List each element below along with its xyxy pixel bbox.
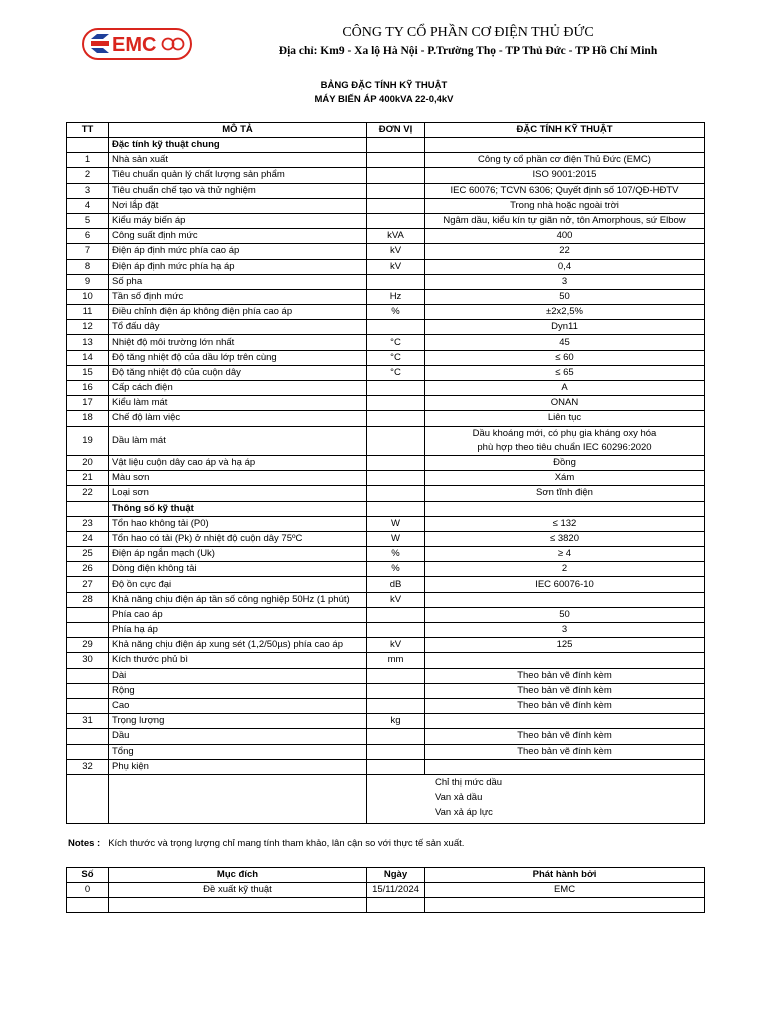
document-title: BẢNG ĐẶC TÍNH KỸ THUẬT bbox=[320, 80, 448, 91]
cell-description: Phía hạ áp bbox=[109, 623, 367, 638]
cell-unit bbox=[367, 729, 425, 744]
table-row bbox=[67, 153, 705, 168]
cell-spec: ±2x2,5% bbox=[425, 305, 705, 320]
table-row bbox=[67, 350, 705, 365]
cell-description: Khả năng chịu điện áp xung sét (1,2/50µs) phía cao áp bbox=[109, 638, 367, 653]
table-row bbox=[67, 486, 705, 501]
cell-unit bbox=[367, 683, 425, 698]
table-row bbox=[67, 592, 705, 607]
cell-spec: Công ty cổ phần cơ điện Thủ Đức (EMC) bbox=[425, 153, 705, 168]
cell-spec: Đồng bbox=[425, 455, 705, 470]
cell-unit: °C bbox=[367, 365, 425, 380]
cell-unit bbox=[367, 198, 425, 213]
cell-unit: °C bbox=[367, 335, 425, 350]
table-row bbox=[67, 653, 705, 668]
cell-tt: 16 bbox=[67, 381, 109, 396]
revision-row bbox=[67, 898, 705, 913]
cell-spec: Dầu khoáng mới, có phụ gia kháng oxy hóa bbox=[425, 426, 705, 441]
table-row bbox=[67, 411, 705, 426]
table-row bbox=[67, 229, 705, 244]
table-row bbox=[67, 381, 705, 396]
cell-tt: 2 bbox=[67, 168, 109, 183]
accessory-item: Chỉ thị mức dầu bbox=[435, 776, 503, 788]
cell-unit bbox=[367, 168, 425, 183]
company-address: Địa chỉ: Km9 - Xa lộ Hà Nội - P.Trường Thọ - TP Thủ Đức - TP Hồ Chí Minh bbox=[278, 45, 658, 57]
cell-spec: Theo bản vẽ đính kèm bbox=[425, 668, 705, 683]
cell-unit bbox=[367, 668, 425, 683]
cell-description: Tổn hao không tải (P0) bbox=[109, 516, 367, 531]
cell-spec: ONAN bbox=[425, 396, 705, 411]
revision-row bbox=[67, 883, 705, 898]
cell-tt bbox=[67, 607, 109, 622]
rev-cell-date bbox=[367, 898, 425, 913]
cell-unit bbox=[367, 759, 425, 774]
cell-tt: 1 bbox=[67, 153, 109, 168]
cell-spec: 2 bbox=[425, 562, 705, 577]
cell-spec: Dyn11 bbox=[425, 320, 705, 335]
rev-cell-no bbox=[67, 898, 109, 913]
cell-description: Tổng bbox=[109, 744, 367, 759]
cell-description: Màu sơn bbox=[109, 471, 367, 486]
cell-spec: ISO 9001:2015 bbox=[425, 168, 705, 183]
cell-spec: Ngâm dầu, kiểu kín tự giãn nở, tôn Amorphous, sứ Elbow bbox=[425, 213, 705, 228]
revision-table-body bbox=[67, 883, 705, 913]
cell-unit: kV bbox=[367, 592, 425, 607]
cell-tt: 20 bbox=[67, 455, 109, 470]
cell-tt: 29 bbox=[67, 638, 109, 653]
cell-unit bbox=[367, 744, 425, 759]
cell-spec: IEC 60076; TCVN 6306; Quyết định số 107/QĐ-HĐTV bbox=[425, 183, 705, 198]
cell-description: Độ tăng nhiệt độ của cuộn dây bbox=[109, 365, 367, 380]
cell-unit bbox=[367, 213, 425, 228]
cell-description: Điện áp ngắn mạch (Uk) bbox=[109, 547, 367, 562]
cell-description: Kiểu làm mát bbox=[109, 396, 367, 411]
cell-tt: 12 bbox=[67, 320, 109, 335]
cell-spec: ≤ 60 bbox=[425, 350, 705, 365]
accessories-list bbox=[367, 774, 705, 823]
cell-tt: 5 bbox=[67, 213, 109, 228]
header-spec: ĐẶC TÍNH KỸ THUẬT bbox=[425, 123, 705, 138]
cell-spec: 50 bbox=[425, 607, 705, 622]
cell-description: Tần số định mức bbox=[109, 289, 367, 304]
spec-table bbox=[66, 122, 705, 824]
cell-tt: 18 bbox=[67, 411, 109, 426]
cell-description: Độ tăng nhiệt độ của dầu lớp trên cùng bbox=[109, 350, 367, 365]
cell-unit bbox=[367, 274, 425, 289]
notes-text: Kích thước và trọng lượng chỉ mang tính tham khảo, lân cận so với thực tế sản xuất. bbox=[108, 838, 465, 849]
cell-spec: 3 bbox=[425, 623, 705, 638]
cell-tt: 22 bbox=[67, 486, 109, 501]
cell-unit bbox=[367, 153, 425, 168]
table-row bbox=[67, 320, 705, 335]
cell-unit: % bbox=[367, 547, 425, 562]
cell-description: Điện áp định mức phía hạ áp bbox=[109, 259, 367, 274]
cell-tt: 14 bbox=[67, 350, 109, 365]
table-row bbox=[67, 698, 705, 713]
logo-text: EMC bbox=[112, 34, 157, 56]
rev-header-date: Ngày bbox=[367, 868, 425, 883]
cell-description: Tiêu chuẩn chế tạo và thử nghiệm bbox=[109, 183, 367, 198]
table-row bbox=[67, 759, 705, 774]
table-row bbox=[67, 531, 705, 546]
cell-unit: Hz bbox=[367, 289, 425, 304]
cell-description: Dòng điện không tải bbox=[109, 562, 367, 577]
cell-tt: 11 bbox=[67, 305, 109, 320]
cell-description: Điện áp định mức phía cao áp bbox=[109, 244, 367, 259]
table-row bbox=[67, 455, 705, 470]
cell-spec: Liên tục bbox=[425, 411, 705, 426]
cell-tt: 15 bbox=[67, 365, 109, 380]
rev-cell-issuer bbox=[425, 898, 705, 913]
cell-tt: 7 bbox=[67, 244, 109, 259]
cell-unit bbox=[367, 320, 425, 335]
cell-description: Tổ đấu dây bbox=[109, 320, 367, 335]
cell-tt: 28 bbox=[67, 592, 109, 607]
cell-tt: 9 bbox=[67, 274, 109, 289]
cell-unit bbox=[367, 396, 425, 411]
cell-tt: 31 bbox=[67, 714, 109, 729]
table-row bbox=[67, 683, 705, 698]
cell-description: Khả năng chịu điện áp tần số công nghiệp 50Hz (1 phút) bbox=[109, 592, 367, 607]
cell-tt bbox=[67, 698, 109, 713]
company-header bbox=[208, 24, 728, 60]
cell-description: Phụ kiện bbox=[109, 759, 367, 774]
revision-header-row bbox=[67, 868, 705, 883]
cell-unit bbox=[367, 486, 425, 501]
table-row bbox=[67, 396, 705, 411]
cell-tt: 27 bbox=[67, 577, 109, 592]
cell-tt bbox=[67, 744, 109, 759]
table-row bbox=[67, 562, 705, 577]
revision-table bbox=[66, 867, 705, 913]
cell-description: Trọng lượng bbox=[109, 714, 367, 729]
table-row bbox=[67, 365, 705, 380]
table-row bbox=[67, 168, 705, 183]
cell-tt: 17 bbox=[67, 396, 109, 411]
cell-spec: Theo bản vẽ đính kèm bbox=[425, 729, 705, 744]
cell-tt: 24 bbox=[67, 531, 109, 546]
cell-tt: 4 bbox=[67, 198, 109, 213]
cell-description: Dầu làm mát bbox=[109, 426, 367, 455]
cell-description: Vật liệu cuộn dây cao áp và hạ áp bbox=[109, 455, 367, 470]
table-row bbox=[67, 744, 705, 759]
cell-tt: 23 bbox=[67, 516, 109, 531]
table-row bbox=[67, 335, 705, 350]
table-row bbox=[67, 289, 705, 304]
cell-description: Rộng bbox=[109, 683, 367, 698]
cell-tt: 25 bbox=[67, 547, 109, 562]
cell-spec: 0,4 bbox=[425, 259, 705, 274]
cell-spec: ≥ 4 bbox=[425, 547, 705, 562]
header-description: MÔ TẢ bbox=[109, 123, 367, 138]
header-unit: ĐƠN VỊ bbox=[367, 123, 425, 138]
table-row bbox=[67, 259, 705, 274]
cell-description: Tiêu chuẩn quản lý chất lượng sản phẩm bbox=[109, 168, 367, 183]
cell-spec: phù hợp theo tiêu chuẩn IEC 60296:2020 bbox=[425, 441, 705, 456]
cell-spec bbox=[425, 759, 705, 774]
cell-description: Điều chỉnh điện áp không điện phía cao áp bbox=[109, 305, 367, 320]
rev-header-purpose: Mục đích bbox=[109, 868, 367, 883]
cell-tt: 10 bbox=[67, 289, 109, 304]
cell-tt: 32 bbox=[67, 759, 109, 774]
cell-description: Nơi lắp đặt bbox=[109, 198, 367, 213]
cell-unit bbox=[367, 183, 425, 198]
table-row bbox=[67, 213, 705, 228]
cell-tt bbox=[67, 683, 109, 698]
cell-unit bbox=[367, 623, 425, 638]
table-row bbox=[67, 714, 705, 729]
cell-spec: A bbox=[425, 381, 705, 396]
table-row bbox=[67, 305, 705, 320]
cell-unit bbox=[367, 381, 425, 396]
cell-unit bbox=[367, 607, 425, 622]
document-subtitle: MÁY BIẾN ÁP 400kVA 22-0,4kV bbox=[314, 94, 454, 105]
cell-spec: ≤ 65 bbox=[425, 365, 705, 380]
cell-tt: 8 bbox=[67, 259, 109, 274]
section-general-title: Đặc tính kỹ thuật chung bbox=[109, 138, 367, 153]
cell-unit bbox=[367, 471, 425, 486]
cell-unit: mm bbox=[367, 653, 425, 668]
cell-description: Kiểu máy biến áp bbox=[109, 213, 367, 228]
rev-cell-date: 15/11/2024 bbox=[367, 883, 425, 898]
cell-spec: 400 bbox=[425, 229, 705, 244]
cell-description: Nhiệt độ môi trường lớn nhất bbox=[109, 335, 367, 350]
cell-description: Cấp cách điện bbox=[109, 381, 367, 396]
cell-spec: 50 bbox=[425, 289, 705, 304]
cell-spec: Theo bản vẽ đính kèm bbox=[425, 683, 705, 698]
table-row bbox=[67, 577, 705, 592]
section-technical bbox=[67, 501, 705, 516]
cell-unit: kVA bbox=[367, 229, 425, 244]
table-row bbox=[67, 244, 705, 259]
table-row bbox=[67, 547, 705, 562]
cell-unit bbox=[367, 698, 425, 713]
cell-spec: Xám bbox=[425, 471, 705, 486]
cell-spec: ≤ 132 bbox=[425, 516, 705, 531]
cell-unit: dB bbox=[367, 577, 425, 592]
section-general bbox=[67, 138, 705, 153]
cell-unit bbox=[367, 426, 425, 455]
cell-spec: ≤ 3820 bbox=[425, 531, 705, 546]
cell-description: Cao bbox=[109, 698, 367, 713]
cell-spec bbox=[425, 714, 705, 729]
cell-unit bbox=[367, 411, 425, 426]
table-row bbox=[67, 516, 705, 531]
cell-description: Độ ồn cực đại bbox=[109, 577, 367, 592]
cell-spec: 125 bbox=[425, 638, 705, 653]
cell-tt: 6 bbox=[67, 229, 109, 244]
company-logo bbox=[82, 28, 194, 60]
cell-tt: 26 bbox=[67, 562, 109, 577]
cell-description: Nhà sản xuất bbox=[109, 153, 367, 168]
cell-tt bbox=[67, 668, 109, 683]
spec-table-body bbox=[67, 138, 705, 824]
cell-description: Số pha bbox=[109, 274, 367, 289]
cell-description: Loại sơn bbox=[109, 486, 367, 501]
table-row bbox=[67, 729, 705, 744]
cell-tt: 19 bbox=[67, 426, 109, 455]
notes-label: Notes : bbox=[68, 838, 101, 849]
cell-description: Chế độ làm việc bbox=[109, 411, 367, 426]
rev-header-issuer: Phát hành bởi bbox=[425, 868, 705, 883]
table-row bbox=[67, 274, 705, 289]
cell-spec: IEC 60076-10 bbox=[425, 577, 705, 592]
cell-spec: 22 bbox=[425, 244, 705, 259]
accessories-row bbox=[67, 774, 705, 823]
cell-spec bbox=[425, 653, 705, 668]
cell-description: Dài bbox=[109, 668, 367, 683]
cell-description: Tổn hao có tải (Pk) ở nhiệt độ cuộn dây 75ºC bbox=[109, 531, 367, 546]
cell-unit: W bbox=[367, 531, 425, 546]
cell-tt: 30 bbox=[67, 653, 109, 668]
rev-cell-purpose: Đề xuất kỹ thuật bbox=[109, 883, 367, 898]
cell-description: Phía cao áp bbox=[109, 607, 367, 622]
table-row bbox=[67, 607, 705, 622]
cell-unit: % bbox=[367, 562, 425, 577]
cell-spec: 45 bbox=[425, 335, 705, 350]
cell-spec bbox=[425, 592, 705, 607]
cell-description: Dầu bbox=[109, 729, 367, 744]
rev-cell-issuer: EMC bbox=[425, 883, 705, 898]
cell-unit: kV bbox=[367, 638, 425, 653]
cell-unit: kV bbox=[367, 244, 425, 259]
cell-tt: 13 bbox=[67, 335, 109, 350]
table-row bbox=[67, 668, 705, 683]
accessory-item: Van xả dầu bbox=[435, 791, 483, 803]
accessory-item: Van xả áp lực bbox=[435, 806, 493, 818]
cell-description: Kích thước phủ bì bbox=[109, 653, 367, 668]
spec-header-row bbox=[67, 123, 705, 138]
rev-cell-purpose bbox=[109, 898, 367, 913]
cell-tt bbox=[67, 623, 109, 638]
cell-tt: 3 bbox=[67, 183, 109, 198]
cell-spec: Theo bản vẽ đính kèm bbox=[425, 744, 705, 759]
cell-tt bbox=[67, 729, 109, 744]
cell-spec: Theo bản vẽ đính kèm bbox=[425, 698, 705, 713]
cell-spec: Trong nhà hoặc ngoài trời bbox=[425, 198, 705, 213]
cell-unit: % bbox=[367, 305, 425, 320]
table-row-oil bbox=[67, 426, 705, 441]
company-name: CÔNG TY CỔ PHẦN CƠ ĐIỆN THỦ ĐỨC bbox=[342, 25, 594, 40]
cell-unit: °C bbox=[367, 350, 425, 365]
table-row bbox=[67, 198, 705, 213]
notes bbox=[68, 838, 464, 849]
cell-spec: Sơn tĩnh điện bbox=[425, 486, 705, 501]
header-tt: TT bbox=[67, 123, 109, 138]
table-row bbox=[67, 638, 705, 653]
cell-tt: 21 bbox=[67, 471, 109, 486]
rev-header-no: Số bbox=[67, 868, 109, 883]
cell-unit bbox=[367, 455, 425, 470]
cell-unit: W bbox=[367, 516, 425, 531]
cell-unit: kg bbox=[367, 714, 425, 729]
table-row bbox=[67, 183, 705, 198]
rev-cell-no: 0 bbox=[67, 883, 109, 898]
section-technical-title: Thông số kỹ thuật bbox=[109, 501, 367, 516]
table-row bbox=[67, 471, 705, 486]
table-row bbox=[67, 623, 705, 638]
cell-spec: 3 bbox=[425, 274, 705, 289]
cell-unit: kV bbox=[367, 259, 425, 274]
cell-description: Công suất định mức bbox=[109, 229, 367, 244]
